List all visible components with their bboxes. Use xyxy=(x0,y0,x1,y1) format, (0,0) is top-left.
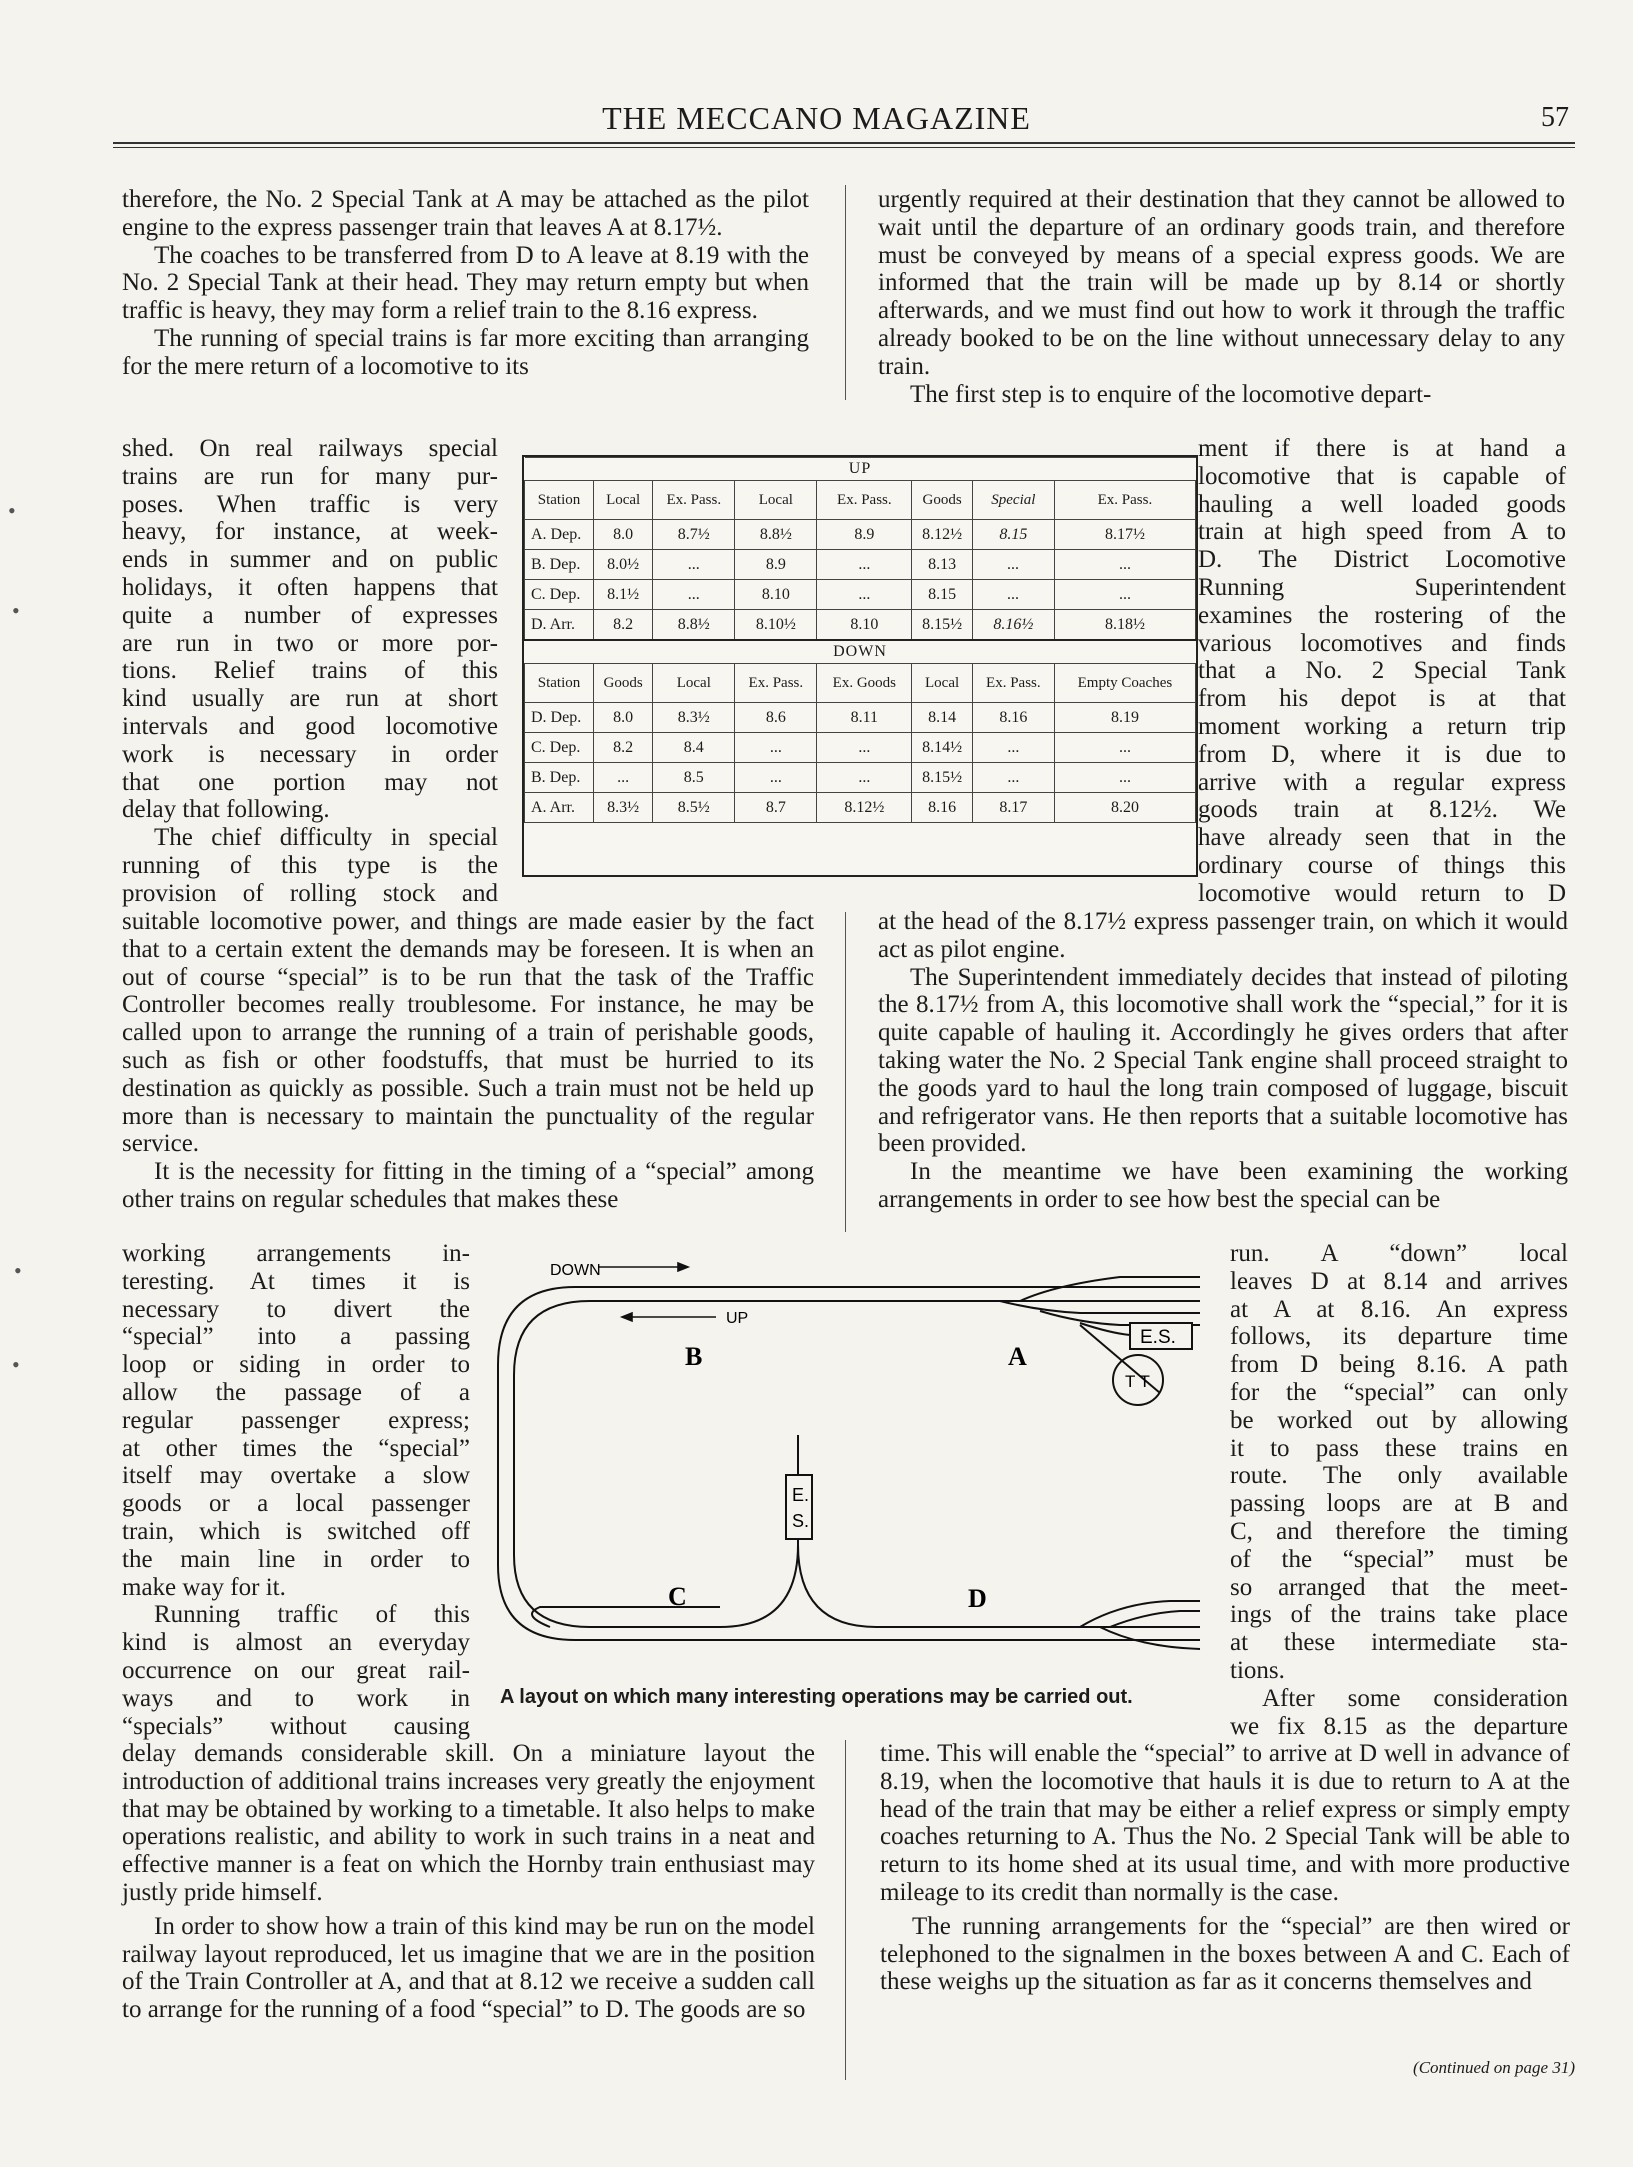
paragraph: delay demands considerable skill. On a miniature layout the introduction of additional trains increases very greatly the enjoyment that may be obtained by working to a timetable. It also helps to make operations realistic, and ability to work in such trains in a neat and effective manner is a feat on which the Hornby train enthusiast may justly pride himself. xyxy=(122,1740,815,1906)
outer-track xyxy=(498,1287,1200,1640)
text-line: C, and therefore the timing xyxy=(1230,1517,1568,1545)
continued-note: (Continued on page 31) xyxy=(1413,2058,1575,2077)
text-line: so arranged that the meet- xyxy=(1230,1573,1568,1601)
magazine-title: THE MECCANO MAGAZINE xyxy=(602,100,1031,136)
paragraph: The running arrangements for the “special” are then wired or telephoned to the signalmen in the boxes between A and C. Each of these weighs up the situation as far as it concerns themselves and xyxy=(880,1912,1570,1996)
timetable-time-cell: 8.15½ xyxy=(912,610,973,641)
timetable-time-cell: 8.15½ xyxy=(912,763,973,793)
turntable-label: T T xyxy=(1125,1372,1150,1391)
text-line: ordinary course of things this xyxy=(1198,851,1566,879)
text-line: are run in two or more por- xyxy=(122,629,498,657)
text-line: “specials” without causing xyxy=(122,1712,470,1740)
text-line: ends in summer and on public xyxy=(122,546,498,574)
timetable-time-cell: 8.15 xyxy=(912,580,973,610)
timetable-time-cell: 8.0 xyxy=(594,703,653,733)
right-column-narrow-1 xyxy=(1198,435,1566,908)
text-line: make way for it. xyxy=(122,1573,286,1601)
timetable-time-cell: 8.13 xyxy=(912,550,973,580)
left-column-narrow-2 xyxy=(122,1240,470,1740)
station-a-label: A xyxy=(1008,1342,1027,1371)
timetable-column-header: Empty Coaches xyxy=(1054,664,1195,703)
engine-shed-v2: S. xyxy=(792,1511,810,1531)
page-number: 57 xyxy=(1541,102,1569,133)
timetable-station-cell: D. Arr. xyxy=(525,610,594,641)
timetable-time-cell: 8.17 xyxy=(972,793,1054,823)
timetable-station-cell: A. Arr. xyxy=(525,793,594,823)
text-line: have already seen that in the xyxy=(1198,824,1566,852)
text-line: moment working a return trip xyxy=(1198,712,1566,740)
text-line: loop or siding in order to xyxy=(122,1351,470,1379)
station-b-label: B xyxy=(685,1342,703,1371)
text-line: arrive with a regular express xyxy=(1198,768,1566,796)
timetable-time-cell: 8.0½ xyxy=(594,550,653,580)
timetable-up-label: UP xyxy=(525,458,1196,481)
text-line: occurrence on our great rail- xyxy=(122,1656,470,1684)
text-line: it to pass these trains en xyxy=(1230,1434,1568,1462)
paragraph: at the head of the 8.17½ express passenger train, on which it would act as pilot engine. xyxy=(878,908,1568,963)
right-column-middle xyxy=(878,908,1568,1214)
timetable-row xyxy=(525,703,1196,733)
timetable-time-cell: 8.18½ xyxy=(1054,610,1195,641)
paragraph: The running of special trains is far more exciting than arranging for the mere return of a locomotive to its xyxy=(122,324,809,380)
text-line: leaves D at 8.14 and arrives xyxy=(1230,1267,1568,1295)
text-line: for the “special” can only xyxy=(1230,1378,1568,1406)
arrow-right-icon xyxy=(678,1263,688,1271)
timetable-time-cell: 8.10 xyxy=(817,610,912,641)
left-column-narrow-1 xyxy=(122,435,498,908)
header-rule xyxy=(113,142,1575,144)
timetable-station-cell: C. Dep. xyxy=(525,580,594,610)
text-line: ings of the trains take place xyxy=(1230,1601,1568,1629)
left-column-middle xyxy=(122,908,814,1214)
siding-track xyxy=(1080,1601,1200,1627)
timetable-time-cell: ... xyxy=(817,580,912,610)
timetable-time-cell: ... xyxy=(972,763,1054,793)
timetable-column-header: Ex. Pass. xyxy=(735,664,817,703)
column-divider xyxy=(845,185,846,400)
timetable-time-cell: 8.14 xyxy=(912,703,973,733)
text-line: quite a number of expresses xyxy=(122,601,498,629)
text-line: various locomotives and finds xyxy=(1198,629,1566,657)
timetable-column-header: Special xyxy=(972,481,1054,520)
paragraph: It is the necessity for fitting in the timing of a “special” among other trains on regular schedules that makes these xyxy=(122,1158,814,1213)
text-line: from D being 8.16. A path xyxy=(1230,1351,1568,1379)
timetable-column-header: Ex. Pass. xyxy=(972,664,1054,703)
text-line: train, which is switched off xyxy=(122,1517,470,1545)
timetable-time-cell: 8.12½ xyxy=(817,793,912,823)
timetable-time-cell: ... xyxy=(972,550,1054,580)
timetable-time-cell: 8.2 xyxy=(594,733,653,763)
timetable-station-cell: B. Dep. xyxy=(525,550,594,580)
track-layout-diagram xyxy=(480,1245,1215,1685)
text-line: running of this type is the xyxy=(122,851,498,879)
timetable-time-cell: 8.6 xyxy=(735,703,817,733)
station-c-label: C xyxy=(668,1582,687,1611)
left-column-top xyxy=(122,186,809,381)
text-line: trains are run for many pur- xyxy=(122,462,498,490)
diagram-caption: A layout on which many interesting operations may be carried out. xyxy=(500,1686,1133,1708)
text-line: ways and to work in xyxy=(122,1684,470,1712)
paragraph: therefore, the No. 2 Special Tank at A may be attached as the pilot engine to the express passenger train that leaves A at 8.17½. xyxy=(122,186,809,241)
right-column-narrow-2 xyxy=(1230,1240,1568,1740)
text-line: at these intermediate sta- xyxy=(1230,1629,1568,1657)
text-line: heavy, for instance, at week- xyxy=(122,518,498,546)
timetable-column-header: Station xyxy=(525,481,594,520)
timetable-time-cell: 8.19 xyxy=(1054,703,1195,733)
timetable-time-cell: 8.5½ xyxy=(653,793,735,823)
right-column-top xyxy=(878,186,1565,408)
timetable-column-header: Ex. Pass. xyxy=(1054,481,1195,520)
timetable-down-header xyxy=(525,664,1196,703)
text-line: teresting. At times it is xyxy=(122,1267,470,1295)
timetable-down-label: DOWN xyxy=(525,640,1196,664)
timetable-time-cell: 8.5 xyxy=(653,763,735,793)
text-line: locomotive would return to D xyxy=(1198,879,1566,907)
timetable-column-header: Ex. Pass. xyxy=(817,481,912,520)
timetable xyxy=(522,455,1198,877)
timetable-time-cell: ... xyxy=(1054,550,1195,580)
text-line: shed. On real railways special xyxy=(122,435,498,462)
station-d-label: D xyxy=(968,1584,987,1613)
text-line: necessary to divert the xyxy=(122,1295,470,1323)
text-line: that a No. 2 Special Tank xyxy=(1198,657,1566,685)
text-line: itself may overtake a slow xyxy=(122,1462,470,1490)
paragraph: In order to show how a train of this kind may be run on the model railway layout reproduced, let us imagine that we are in the position of the Train Controller at A, and that at 8.12 we receive a sudden call to arrange for the running of a food “special” to D. The goods are so xyxy=(122,1912,815,2024)
text-line: Running Superintendent xyxy=(1198,573,1566,601)
timetable-time-cell: 8.7 xyxy=(735,793,817,823)
timetable-time-cell: 8.10½ xyxy=(735,610,817,641)
timetable-time-cell: ... xyxy=(1054,580,1195,610)
text-line: hauling a well loaded goods xyxy=(1198,490,1566,518)
timetable-time-cell: 8.15 xyxy=(972,520,1054,550)
text-line: delay that following. xyxy=(122,796,330,824)
timetable-time-cell: 8.0 xyxy=(594,520,653,550)
text-line: at other times the “special” xyxy=(122,1434,470,1462)
timetable-column-header: Local xyxy=(653,664,735,703)
timetable-time-cell: 8.3½ xyxy=(594,793,653,823)
text-line: locomotive that is capable of xyxy=(1198,462,1566,490)
text-line: intervals and good locomotive xyxy=(122,712,498,740)
timetable-column-header: Local xyxy=(735,481,817,520)
siding-track xyxy=(1110,1611,1200,1627)
text-line: regular passenger express; xyxy=(122,1406,470,1434)
siding-track xyxy=(1100,1627,1200,1649)
timetable-time-cell: ... xyxy=(1054,733,1195,763)
timetable-time-cell: ... xyxy=(653,580,735,610)
timetable-time-cell: 8.11 xyxy=(817,703,912,733)
text-line: allow the passage of a xyxy=(122,1378,470,1406)
engine-shed-label: E.S. xyxy=(1140,1327,1176,1348)
text-line: that one portion may not xyxy=(122,768,498,796)
timetable-time-cell: 8.16 xyxy=(972,703,1054,733)
text-line: Running traffic of this xyxy=(154,1601,470,1629)
timetable-time-cell: 8.3½ xyxy=(653,703,735,733)
text-line: route. The only available xyxy=(1230,1462,1568,1490)
timetable-time-cell: 8.2 xyxy=(594,610,653,641)
timetable-time-cell: 8.7½ xyxy=(653,520,735,550)
text-line: tions. Relief trains of this xyxy=(122,657,498,685)
timetable-column-header: Goods xyxy=(912,481,973,520)
timetable-column-header: Local xyxy=(912,664,973,703)
timetable-time-cell: ... xyxy=(594,763,653,793)
arrow-left-icon xyxy=(622,1313,632,1321)
text-line: from D, where it is due to xyxy=(1198,740,1566,768)
margin-mark: • xyxy=(12,1352,20,1377)
text-line: tions. xyxy=(1230,1656,1285,1684)
text-line: we fix 8.15 as the departure xyxy=(1230,1712,1568,1740)
timetable-time-cell: 8.12½ xyxy=(912,520,973,550)
timetable-row xyxy=(525,793,1196,823)
text-line: examines the rostering of the xyxy=(1198,601,1566,629)
text-line: of the “special” must be xyxy=(1230,1545,1568,1573)
text-line: at A at 8.16. An express xyxy=(1230,1295,1568,1323)
text-line: the main line in order to xyxy=(122,1545,470,1573)
timetable-row xyxy=(525,580,1196,610)
timetable-column-header: Station xyxy=(525,664,594,703)
timetable-time-cell: 8.10 xyxy=(735,580,817,610)
paragraph: The first step is to enquire of the locomotive depart- xyxy=(910,380,1432,408)
timetable-row xyxy=(525,550,1196,580)
text-line: kind is almost an everyday xyxy=(122,1629,470,1657)
down-label: DOWN xyxy=(550,1262,601,1279)
timetable-time-cell: ... xyxy=(972,733,1054,763)
timetable-row xyxy=(525,610,1196,641)
timetable-time-cell: ... xyxy=(735,733,817,763)
column-divider xyxy=(845,1740,846,2080)
siding-track xyxy=(1000,1301,1200,1313)
text-line: be worked out by allowing xyxy=(1230,1406,1568,1434)
timetable-time-cell: 8.8½ xyxy=(735,520,817,550)
margin-mark: • xyxy=(12,598,20,623)
timetable-column-header: Goods xyxy=(594,664,653,703)
left-column-bottom xyxy=(122,1740,815,2024)
text-line: passing loops are at B and xyxy=(1230,1490,1568,1518)
text-line: provision of rolling stock and xyxy=(122,879,498,907)
timetable-time-cell: 8.8½ xyxy=(653,610,735,641)
timetable-time-cell: ... xyxy=(817,763,912,793)
header-rule-thin xyxy=(113,147,1575,148)
margin-mark: • xyxy=(14,1258,22,1283)
timetable-time-cell: ... xyxy=(972,580,1054,610)
up-label: UP xyxy=(726,1310,749,1327)
text-line: kind usually are run at short xyxy=(122,685,498,713)
timetable-time-cell: 8.16 xyxy=(912,793,973,823)
text-line: ment if there is at hand a xyxy=(1198,435,1566,462)
timetable-time-cell: ... xyxy=(817,550,912,580)
text-line: train at high speed from A to xyxy=(1198,518,1566,546)
timetable-time-cell: ... xyxy=(653,550,735,580)
text-line: After some consideration xyxy=(1262,1684,1568,1712)
text-line: goods or a local passenger xyxy=(122,1490,470,1518)
timetable-time-cell: 8.14½ xyxy=(912,733,973,763)
margin-mark: • xyxy=(8,498,16,523)
timetable-station-cell: C. Dep. xyxy=(525,733,594,763)
timetable-time-cell: 8.20 xyxy=(1054,793,1195,823)
inner-track xyxy=(514,1301,1200,1627)
timetable-time-cell: ... xyxy=(735,763,817,793)
text-line: holidays, it often happens that xyxy=(122,573,498,601)
timetable-time-cell: 8.4 xyxy=(653,733,735,763)
text-line: run. A “down” local xyxy=(1230,1240,1568,1267)
timetable-row xyxy=(525,520,1196,550)
timetable-column-header: Ex. Pass. xyxy=(653,481,735,520)
timetable-time-cell: ... xyxy=(1054,763,1195,793)
text-line: from his depot is at that xyxy=(1198,685,1566,713)
engine-shed-v1: E. xyxy=(792,1485,810,1505)
timetable-row xyxy=(525,763,1196,793)
text-line: “special” into a passing xyxy=(122,1323,470,1351)
paragraph: urgently required at their destination that they cannot be allowed to wait until the departure of an ordinary goods train, and therefore must be conveyed by means of a special express goods. We are informed that the train will be made up by 8.14 or shortly afterwards, and we must find out how to work it through the traffic already booked to be on the line without unnecessary delay to any train. xyxy=(878,186,1565,380)
paragraph: suitable locomotive power, and things are made easier by the fact that to a certain extent the demands may be foreseen. It is when an out of course “special” is to be run that the task of the Traffic Controller becomes really troublesome. For instance, he may be called upon to arrange the running of a train of perishable goods, such as fish or other foodstuffs, that must be hurried to its destination as quickly as possible. Such a train must not be held up more than is necessary to maintain the punctuality of the regular service. xyxy=(122,908,814,1158)
timetable-down-body xyxy=(525,703,1196,823)
text-line: poses. When traffic is very xyxy=(122,490,498,518)
paragraph: In the meantime we have been examining the working arrangements in order to see how best the special can be xyxy=(878,1158,1568,1213)
text-line: The chief difficulty in special xyxy=(154,824,498,852)
text-line: work is necessary in order xyxy=(122,740,498,768)
paragraph: The coaches to be transferred from D to A leave at 8.19 with the No. 2 Special Tank at their head. They may return empty but when traffic is heavy, they may form a relief train to the 8.16 express. xyxy=(122,241,809,325)
column-divider xyxy=(845,912,846,1232)
paragraph: time. This will enable the “special” to arrive at D well in advance of 8.19, when the locomotive that hauls it is due to return to A at the head of the train that may be either a relief express or simply empty coaches returning to A. Thus the No. 2 Special Tank will be able to return to its home shed at its usual time, and with more productive mileage to its credit than normally is the case. xyxy=(880,1740,1570,1906)
timetable-time-cell: ... xyxy=(817,733,912,763)
timetable-time-cell: 8.9 xyxy=(735,550,817,580)
timetable-time-cell: 8.17½ xyxy=(1054,520,1195,550)
timetable-station-cell: A. Dep. xyxy=(525,520,594,550)
timetable-station-cell: B. Dep. xyxy=(525,763,594,793)
timetable-up-header xyxy=(525,481,1196,520)
timetable-row xyxy=(525,733,1196,763)
text-line: D. The District Locomotive xyxy=(1198,546,1566,574)
text-line: goods train at 8.12½. We xyxy=(1198,796,1566,824)
timetable-column-header: Local xyxy=(594,481,653,520)
timetable-time-cell: 8.16½ xyxy=(972,610,1054,641)
timetable-time-cell: 8.1½ xyxy=(594,580,653,610)
text-line: follows, its departure time xyxy=(1230,1323,1568,1351)
text-line: working arrangements in- xyxy=(122,1240,470,1267)
timetable-time-cell: 8.9 xyxy=(817,520,912,550)
right-column-bottom xyxy=(880,1740,1570,1996)
timetable-up-body xyxy=(525,520,1196,641)
paragraph: The Superintendent immediately decides that instead of piloting the 8.17½ from A, this locomotive shall work the “special,” for it is quite capable of hauling it. Accordingly he gives orders that after taking water the No. 2 Special Tank engine shall proceed straight to the goods yard to haul the long train composed of luggage, biscuit and refrigerator vans. He then reports that a suitable locomotive has been provided. xyxy=(878,963,1568,1158)
timetable-station-cell: D. Dep. xyxy=(525,703,594,733)
siding-track xyxy=(1020,1277,1200,1301)
timetable-column-header: Ex. Goods xyxy=(817,664,912,703)
